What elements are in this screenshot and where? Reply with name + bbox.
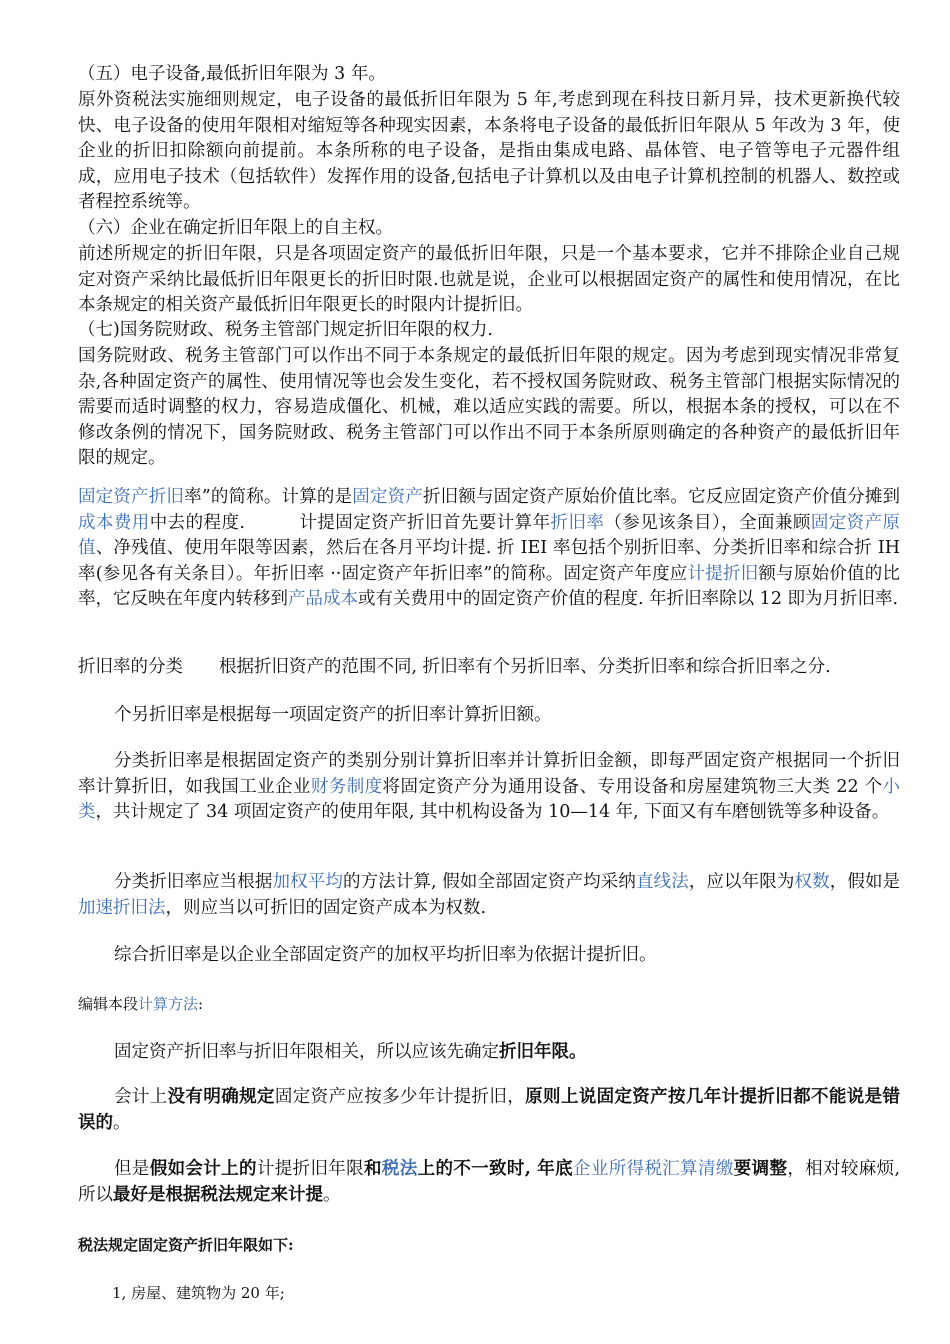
link-calculation-method[interactable]: 计算方法 xyxy=(138,995,199,1013)
method-paragraph-1: 固定资产折旧率与折旧年限相关，所以应该先确定折旧年限。 xyxy=(114,1042,587,1062)
method-paragraph-3: 但是假如会计上的计提折旧年限和税法上的不一致时, 年底企业所得税汇算清缴要调整，相对较麻烦, 所以最好是根据税法规定来计提。 xyxy=(78,1159,901,1205)
list-item: 1, 房屋、建筑物为 20 年; xyxy=(112,1284,285,1302)
link-straight-line[interactable]: 直线法 xyxy=(635,872,689,892)
classification-paragraph: 折旧率的分类 根据折旧资产的范围不同, 折旧率有个另折旧率、分类折旧率和综合折旧率之分. xyxy=(78,657,831,677)
link-accelerated-depreciation[interactable]: 加速折旧法 xyxy=(78,897,166,918)
link-depreciation-rate[interactable]: 折旧率 xyxy=(550,512,605,533)
section-5-body: 原外资税法实施细则规定，电子设备的最低折旧年限为 5 年,考虑到现在科技日新月异，技术更新换代较快、电子设备的使用年限相对缩短等各种现实因素，本条将电子设备的最低折旧年限从 5 年改为 3 年，使企业的折旧扣除额向前提前。本条所称的电子设备，是指由集成电路、晶体管、电子管等电子元器件组成，应用电子技术（包括软件）发挥作用的设备,包括电子计算机以及由电子计算机控制的机器人、数控或者程控系统等。 xyxy=(78,90,900,213)
individual-rate-paragraph: 个另折旧率是根据每一项固定资产的折旧率计算折旧额。 xyxy=(114,705,552,725)
method-paragraph-2: 会计上没有明确规定固定资产应按多少年计提折旧，原则上说固定资产按几年计提折旧都不能说是错误的。 xyxy=(78,1087,901,1133)
tax-law-heading: 税法规定固定资产折旧年限如下: xyxy=(78,1236,294,1254)
weighted-rate-paragraph: 分类折旧率应当根据加权平均的方法计算, 假如全部固定资产均采纳直线法，应以年限为权数，假如是加速折旧法，则应当以可折旧的固定资产成本为权数. xyxy=(78,872,901,918)
section-6-body: 前述所规定的折旧年限，只是各项固定资产的最低折旧年限，只是一个基本要求，它并不排除企业自己规定对资产采纳比最低折旧年限更长的折旧时限.也就是说，企业可以根据固定资产的属性和使用情况，在比本条规定的相关资产最低折旧年限更长的时限内计提折旧。 xyxy=(78,244,900,316)
section-7-body: 国务院财政、税务主管部门可以作出不同于本条规定的最低折旧年限的规定。因为考虑到现实情况非常复杂,各种固定资产的属性、使用情况等也会发生变化，若不授权国务院财政、税务主管部门根据实际情况的需要而适时调整的权力，容易造成僵化、机械，难以适应实践的需要。所以，根据本条的授权，可以在不修改条例的情况下，国务院财政、税务主管部门可以作出不同于本条所原则确定的各种资产的最低折旧年限的规定。 xyxy=(78,346,900,469)
link-accrued-depreciation[interactable]: 计提折旧 xyxy=(687,563,759,584)
link-weight[interactable]: 权数 xyxy=(794,872,830,892)
link-fixed-asset-depreciation[interactable]: 固定资产折旧 xyxy=(78,487,185,507)
section-5-heading: （五）电子设备,最低折旧年限为 3 年。 xyxy=(78,64,386,84)
classification-label: 折旧率的分类 xyxy=(78,657,183,677)
link-fixed-assets[interactable]: 固定资产 xyxy=(352,487,423,507)
section-6-heading: （六）企业在确定折旧年限上的自主权。 xyxy=(78,218,393,238)
category-rate-paragraph: 分类折旧率是根据固定资产的类别分别计算折旧率并计算折旧金额，即每严固定资产根据同一个折旧率计算折旧，如我国工业企业财务制度将固定资产分为通用设备、专用设备和房屋建筑物三大类 22 个小类，共计规定了 34 项固定资产的使用年限, 其中机构设备为 10—14 年, 下面又有车磨刨铣等多种设备。 xyxy=(78,751,900,823)
link-weighted-average[interactable]: 加权平均 xyxy=(272,872,343,892)
link-income-tax-settlement[interactable]: 企业所得税汇算清缴 xyxy=(573,1159,734,1179)
definition-paragraph: 固定资产折旧率”的简称。计算的是固定资产折旧额与固定资产原始价值比率。它反应固定资产价值分摊到成本费用中去的程度. 计提固定资产折旧首先要计算年折旧率（参见该条目），全面兼顾固定资产原值、净残值、使用年限等因素，然后在各月平均计提. 折 IEI 率包括个别折旧率、分类折旧率和综合折 IH 率(参见各有关条目）。年折旧率 ··固定资产年折旧率”的简称。固定资产年度应计提折旧额与原始价值的比率，它反映在年度内转移到产品成本或有关费用中的固定资产价值的程度. 年折旧率除以 12 即为月折旧率. xyxy=(78,487,901,610)
link-cost-expense[interactable]: 成本费用 xyxy=(78,512,150,533)
section-7-heading: （七)国务院财政、税务主管部门规定折旧年限的权力. xyxy=(78,320,493,340)
link-subcategory[interactable]: 小类 xyxy=(78,776,900,823)
edit-section-line: 编辑本段计算方法: xyxy=(78,995,204,1013)
link-tax-law[interactable]: 税法 xyxy=(381,1159,418,1179)
link-financial-system[interactable]: 财务制度 xyxy=(310,776,383,797)
link-product-cost[interactable]: 产品成本 xyxy=(288,589,358,610)
composite-rate-paragraph: 综合折旧率是以企业全部固定资产的加权平均折旧率为依据计提折旧。 xyxy=(114,945,657,965)
link-original-value[interactable]: 固定资产原值 xyxy=(78,512,901,559)
